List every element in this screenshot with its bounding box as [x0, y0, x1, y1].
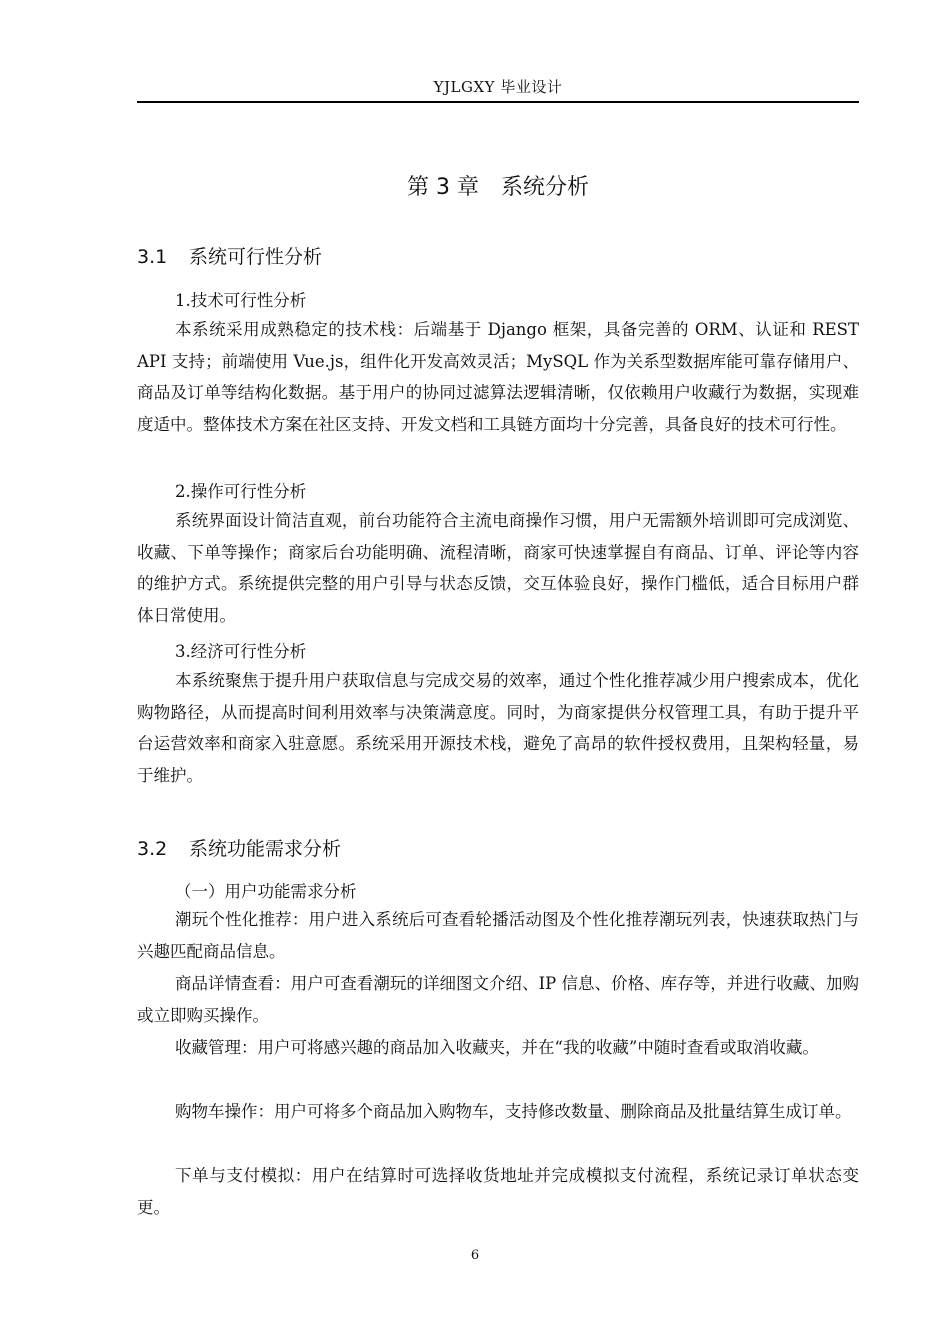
- subheading-operational: 2.操作可行性分析: [175, 482, 307, 501]
- requirement-paragraph: 商品详情查看：用户可查看潮玩的详细图文介绍、IP 信息、价格、库存等，并进行收藏、加购或立即购买操作。: [137, 974, 859, 1025]
- subheading-user-functions: （一）用户功能需求分析: [175, 882, 357, 901]
- requirement-paragraph: 购物车操作：用户可将多个商品加入购物车，支持修改数量、删除商品及批量结算生成订单。: [175, 1102, 852, 1121]
- paragraph-operational: 系统界面设计简洁直观，前台功能符合主流电商操作习惯，用户无需额外培训即可完成浏览、收藏、下单等操作；商家后台功能明确、流程清晰，商家可快速掌握自有商品、订单、评论等内容的维护方式。系统提供完整的用户引导与状态反馈，交互体验良好，操作门槛低，适合目标用户群体日常使用。: [137, 511, 859, 625]
- paragraph-technical: 本系统采用成熟稳定的技术栈：后端基于 Django 框架，具备完善的 ORM、认证和 REST API 支持；前端使用 Vue.js，组件化开发高效灵活；MySQL 作为关系型数据库能可靠存储用户、商品及订单等结构化数据。基于用户的协同过滤算法逻辑清晰，仅依赖用户收藏行为数据，实现难度适中。整体技术方案在社区支持、开发文档和工具链方面均十分完善，具备良好的技术可行性。: [137, 320, 859, 434]
- section-title: 系统可行性分析: [189, 246, 323, 268]
- running-header: YJLGXY 毕业设计: [433, 78, 563, 96]
- section-heading-3-1: [137, 242, 322, 269]
- header-rule: [137, 101, 859, 103]
- section-number: 3.2: [137, 838, 168, 860]
- subheading-technical: 1.技术可行性分析: [175, 291, 307, 310]
- requirement-paragraph: 收藏管理：用户可将感兴趣的商品加入收藏夹，并在“我的收藏”中随时查看或取消收藏。: [175, 1038, 819, 1057]
- page-number: 6: [470, 1248, 480, 1263]
- paragraph-economic: 本系统聚焦于提升用户获取信息与完成交易的效率，通过个性化推荐减少用户搜索成本，优化购物路径，从而提高时间利用效率与决策满意度。同时，为商家提供分权管理工具，有助于提升平台运营效率和商家入驻意愿。系统采用开源技术栈，避免了高昂的软件授权费用，且架构轻量，易于维护。: [137, 671, 859, 785]
- requirement-paragraph: 下单与支付模拟：用户在结算时可选择收货地址并完成模拟支付流程，系统记录订单状态变更。: [137, 1166, 859, 1217]
- requirement-paragraph: 潮玩个性化推荐：用户进入系统后可查看轮播活动图及个性化推荐潮玩列表，快速获取热门与兴趣匹配商品信息。: [137, 910, 859, 961]
- section-heading-3-2: [137, 834, 341, 861]
- section-number: 3.1: [137, 246, 168, 268]
- subheading-economic: 3.经济可行性分析: [175, 642, 307, 661]
- section-title: 系统功能需求分析: [189, 838, 342, 860]
- chapter-title: 第 3 章 系统分析: [407, 175, 589, 200]
